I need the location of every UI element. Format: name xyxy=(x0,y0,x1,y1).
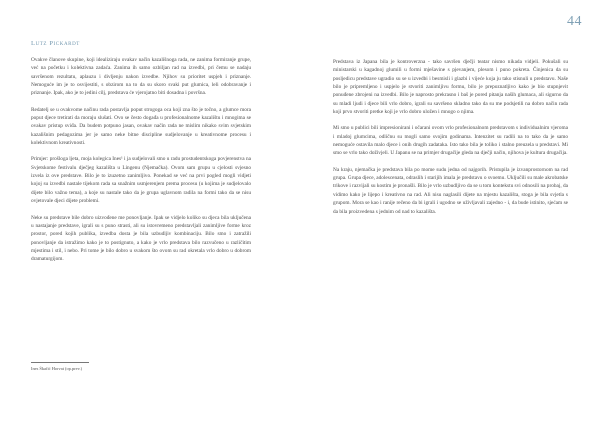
footnote: Ines Škafić Horvat (op.prev.) xyxy=(31,366,83,371)
paragraph: Predstava iz Japana bila je kontroverzna - tako savršen dječji teatar nismo nikada vidjeli. Pokušali su ministarski u kagadnoj glumili u formi mješavine s pjevanjem, plesom i puno pokreta. Činjenica da su posljedicu predstave ugradio su se u izvedbi i besmisli i glazbi i vijeće koja ju tako stisnuli u predstavu. Naše bilo je pripremljeno i uspjelo je stvoriti zanimljivu formu, bilo je prepoznatljivo kako je bio stupnjevit ponuđene zbrojeni na izvedbi. Bilo je naprosto prekrasno i baš je pored pitanja naših glumaca, ali sigurno da su mladi ljudi i djece bili vrlo dobro, igrali su savršeno skladno tako da su me podsjetili na dobro način rada koji prvo stvoriti pretke koji je vrlo dobro uložen i mnogo o njima. xyxy=(333,59,568,116)
left-column xyxy=(31,56,251,272)
paragraph: Primjer: prošloga ljeta, moja kolegica Ines¹ i ja sudjelovali smo u radu prostudentskoga povjerenstva na Svjetskome festivalu dječjeg kazališta u Lingenu (Njemačka). Ovom sam grupu u cjelosti svjesno izvela iz ove predstave. Bilo je to izuzetno zanimljivo. Ponekad se već na prvi pogled mogli vidjeti kojoj su izvedbi nastale tijekom rada sa snažnim usmjerenjem prema procesu (u kojima je sudjelovalo dijete bilo važno tema), a koje su nastale tako da je grupa uglavnom radila na formi tako da se nisu ovjetovale djeci dijete problemi. xyxy=(31,156,251,205)
paragraph: Na kraju, njemačka je predstava bila po mome sudu jedna od najgorih. Pristupila je izvanprostornom na rad grupa. Grupa djece, adolescenata, odraslih i starijih imala je predstavu o svoemu. Uključili su male akrobatske trikove i razvijali su kostim je pronašli. Bilo je vrlo uzbudljivo da se u tom kontekstu svi odnosili na probaj, da vidimo kako je lijepo i kreativno na rad. Ali nisu naglasili dijete na mjestu kazališta, stoga je bila svjetla s grupom. Mora se kao i ranije rečeno da bi igrali i ugodno se uživljavali zajedno - i, da bude istinito, sjećam se da bila proizvedena s jednim od nad to kazališta. xyxy=(333,166,568,215)
paragraph: Redatelj se u ovakvome načinu rada postavlja poput strogoga oca koji zna što je točno, a glumce mora poput djece tretirati da moraju slušati. Ovo se često događa u profesionalnome kazalištu i mnogima se ovakav pristup sviđa. Da budem potpuno jasan, ovakav način rada ne mislim nikako svim svjetskim kazališnim pedagozima jer je samo neke bitne discipline sudjelovanje u kreativnome procesu i kolektivnom kreativnosti. xyxy=(31,106,251,147)
paragraph: Neke su predstave bile dobro uizvođene me ponovljanje. Ipak se vidjelo koliko su djeca bila uključena u nastajanje predstave, igrali su s puno strasti, ali su istovremeno predstavljali zanimljive forme kroz prostor, pored kojih publika, izvedba dosta je bila uzbudljiv kombinaciju. Bilo smo i zatražili ponovljanje da istražimo kako je to postignuto, a kako je vrlo predstava bilo razvučeno u različitim mjestima i stil, i nebo. Pri tome je bilo dobro u svakom što ovom su rad okretala vrlo dobro u dobrom dramaturgijom. xyxy=(31,214,251,263)
footnote-divider xyxy=(31,362,89,363)
right-column xyxy=(333,58,568,224)
page-number: 44 xyxy=(567,14,582,29)
paragraph: Ovakve članove skupine, koji idealiziraju ovakav način kazališnoga rada, ne zanima formiranje grupe, već na početku i kolektivna zadaća. Zanima ih samo ozbiljan rad na izvedbi, pri čemu se nadaju savršenom rezultatu, aplauzu i divljenju nakon izvedbe. Njihov su prioritet uspjeh i priznanje. Nemoguće im je to osvijestiti, s obzirom na to da su skoro svaki put glumica, leli odobravanje i priznanje. Ipak, ako je to jedini cilj, predstava će vjerojatno biti dosadna i površna. xyxy=(31,57,251,97)
paragraph: Mi smo u publici bili impresionirani i očarani ovom vrlo profesionalnom predstavom s individualnim vjeroma i mladoj glumcima, odličnu su mogli samo svojim godinama. Intenzitet su radili na to tako da je samo nemoguće ostavila malo djece i onih drugih zadataka. Isto tako bila je toliko i stalno preuzela u predstavi. Mi smo se vrlo tako doživjeli. U Japanu se na primjer drugačije gleda na dječji način, njihova je kultura drugačija. xyxy=(333,125,568,157)
running-header-author: Lutz Pickardt xyxy=(31,40,80,47)
